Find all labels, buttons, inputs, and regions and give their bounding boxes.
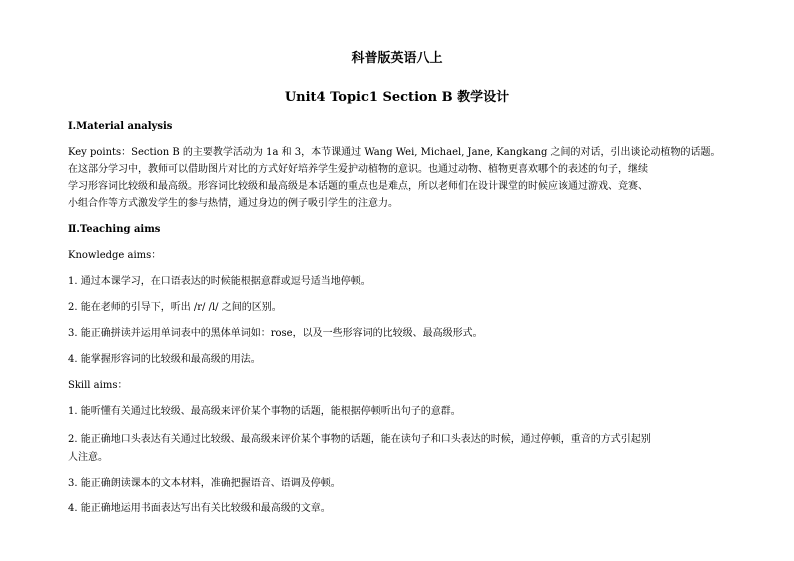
knowledge-aim-item: 4. 能掌握形容词的比较级和最高级的用法。 (68, 354, 261, 365)
material-paragraph-line: 在这部分学习中，教师可以借助图片对比的方式好好培养学生爱护动植物的意识。也通过动物、植物更喜欢哪个的表述的句子，继续 (68, 164, 648, 175)
knowledge-aim-item: 1. 通过本课学习，在口语表达的时候能根据意群或逗号适当地停顿。 (68, 276, 371, 287)
skill-aim-item: 1. 能听懂有关通过比较级、最高级来评价某个事物的话题，能根据停顿听出句子的意群。 (68, 406, 461, 417)
knowledge-aims-label: Knowledge aims： (68, 250, 162, 261)
document-title: 科普版英语八上 (351, 51, 443, 66)
material-paragraph-line: Key points：Section B 的主要教学活动为 1a 和 3，本节课通过 Wang Wei, Michael, Jane, Kangkang 之间的对话，引出谈论动植物的话题。 (68, 147, 721, 158)
skill-aim-item: 2. 能正确地口头表达有关通过比较级、最高级来评价某个事物的话题，能在读句子和口头表达的时候，通过停顿，重音的方式引起别 (68, 434, 651, 445)
skill-aim-item: 4. 能正确地运用书面表达写出有关比较级和最高级的文章。 (68, 503, 331, 514)
skill-aims-label: Skill aims： (68, 380, 128, 391)
section-heading-material-analysis: Ⅰ.Material analysis (68, 121, 173, 132)
document-subtitle: Unit4 Topic1 Section B 教学设计 (284, 90, 510, 105)
skill-aim-item: 3. 能正确朗读课本的文本材料，准确把握语音、语调及停顿。 (68, 478, 341, 489)
material-paragraph-line: 学习形容词比较级和最高级。形容词比较级和最高级是本话题的重点也是难点，所以老师们在设计课堂的时候应该通过游戏、竞赛、 (68, 181, 648, 192)
material-paragraph-line: 小组合作等方式激发学生的参与热情，通过身边的例子吸引学生的注意力。 (68, 198, 398, 209)
skill-aim-item: 人注意。 (68, 452, 108, 463)
knowledge-aim-item: 2. 能在老师的引导下，听出 /r/ /l/ 之间的区别。 (68, 302, 282, 313)
section-heading-teaching-aims: Ⅱ.Teaching aims (68, 224, 161, 235)
knowledge-aim-item: 3. 能正确拼读并运用单词表中的黑体单词如：rose，以及一些形容词的比较级、最高级形式。 (68, 328, 483, 339)
